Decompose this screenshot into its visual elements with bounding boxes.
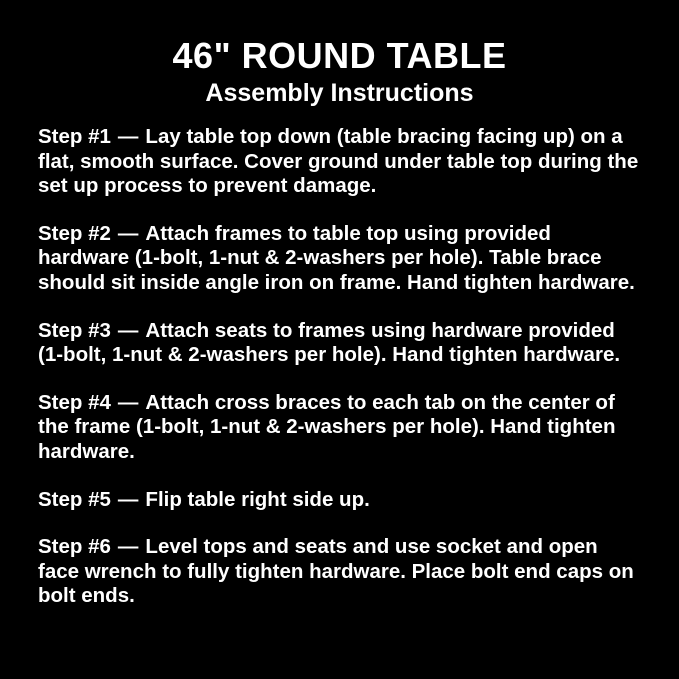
step-3-text: Attach seats to frames using hardware provided (1-bolt, 1-nut & 2-washers per hole). Hand tighten hardware. <box>38 318 621 367</box>
step-4 <box>38 391 641 465</box>
step-1 <box>38 125 641 199</box>
step-1-label: Step #1 <box>38 125 111 149</box>
step-5 <box>38 488 641 513</box>
step-1-separator: — <box>117 125 139 149</box>
step-2 <box>38 222 641 296</box>
step-5-label: Step #5 <box>38 487 111 511</box>
step-6-label: Step #6 <box>38 535 111 559</box>
step-3 <box>38 319 641 368</box>
card-header <box>38 36 641 107</box>
step-6 <box>38 535 641 609</box>
page-subtitle: Assembly Instructions <box>205 78 474 107</box>
page-title: 46" ROUND TABLE <box>172 35 507 76</box>
step-3-separator: — <box>117 318 139 342</box>
step-5-text: Flip table right side up. <box>145 487 370 511</box>
step-4-label: Step #4 <box>38 390 111 414</box>
step-2-label: Step #2 <box>38 221 111 245</box>
step-6-separator: — <box>117 535 139 559</box>
steps-list <box>38 125 641 609</box>
step-4-text: Attach cross braces to each tab on the center of the frame (1-bolt, 1-nut & 2-washers per hole). Hand tighten hardware. <box>38 390 616 464</box>
step-2-text: Attach frames to table top using provided hardware (1-bolt, 1-nut & 2-washers per hole). Table brace should sit inside angle iron on frame. Hand tighten hardware. <box>38 221 635 295</box>
step-6-text: Level tops and seats and use socket and open face wrench to fully tighten hardware. Place bolt end caps on bolt ends. <box>38 535 634 608</box>
step-5-separator: — <box>117 487 139 511</box>
step-3-label: Step #3 <box>38 318 111 342</box>
step-4-separator: — <box>117 390 139 414</box>
step-1-text: Lay table top down (table bracing facing up) on a flat, smooth surface. Cover ground under table top during the set up process to prevent damage. <box>38 125 639 198</box>
step-2-separator: — <box>117 221 139 245</box>
